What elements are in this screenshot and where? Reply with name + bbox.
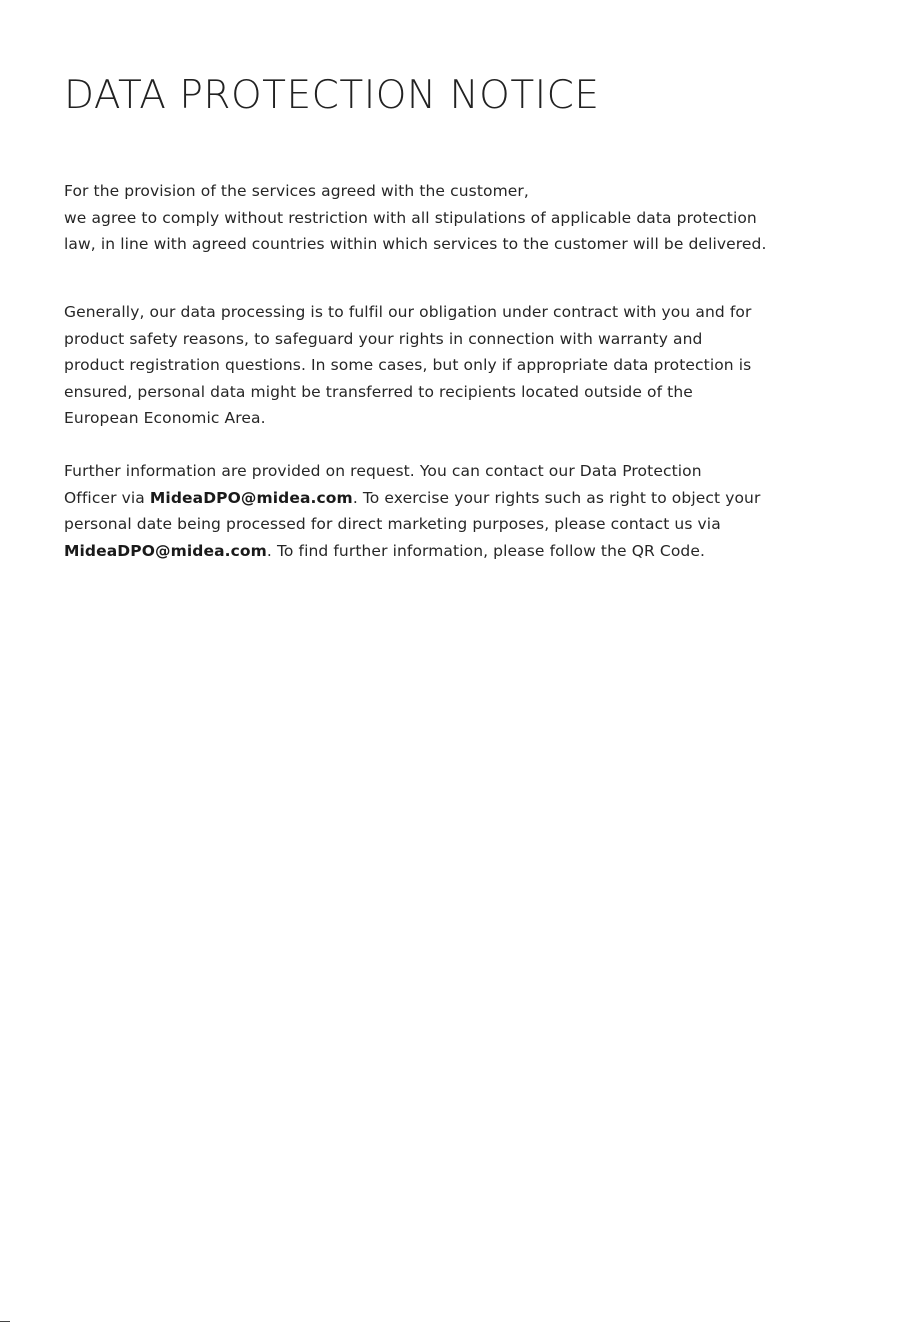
paragraph-line: product registration questions. In some cases, but only if appropriate data protection is	[64, 356, 752, 374]
paragraph-line: law, in line with agreed countries within which services to the customer will be delivered.	[64, 235, 767, 253]
page-corner-mark	[0, 1321, 10, 1322]
data-processing-paragraph	[64, 299, 864, 432]
paragraph-line: Generally, our data processing is to fulfil our obligation under contract with you and for	[64, 303, 752, 321]
paragraph-line: Further information are provided on request. You can contact our Data Protection	[64, 462, 702, 480]
paragraph-line: we agree to comply without restriction with all stipulations of applicable data protection	[64, 208, 757, 227]
officer-via-text: Officer via	[64, 488, 150, 507]
paragraph-line: ensured, personal data might be transferred to recipients located outside of the	[64, 382, 693, 401]
dpo-email-link[interactable]: MideaDPO@midea.com	[64, 541, 267, 560]
exercise-rights-text: . To exercise your rights such as right to object your	[352, 488, 761, 507]
dpo-email-link[interactable]: MideaDPO@midea.com	[149, 488, 353, 507]
paragraph-line: product safety reasons, to safeguard your rights in connection with warranty and	[64, 329, 703, 348]
contact-information-paragraph	[64, 458, 864, 564]
paragraph-line	[64, 485, 864, 512]
paragraph-line	[64, 538, 864, 565]
paragraph-line: For the provision of the services agreed with the customer,	[64, 182, 529, 200]
paragraph-line: European Economic Area.	[64, 409, 266, 427]
paragraph-line: personal date being processed for direct marketing purposes, please contact us via	[64, 515, 721, 533]
page-title: DATA PROTECTION NOTICE	[64, 73, 600, 118]
service-provision-paragraph	[64, 178, 864, 258]
qr-code-instruction-text: . To find further information, please follow the QR Code.	[266, 541, 706, 560]
